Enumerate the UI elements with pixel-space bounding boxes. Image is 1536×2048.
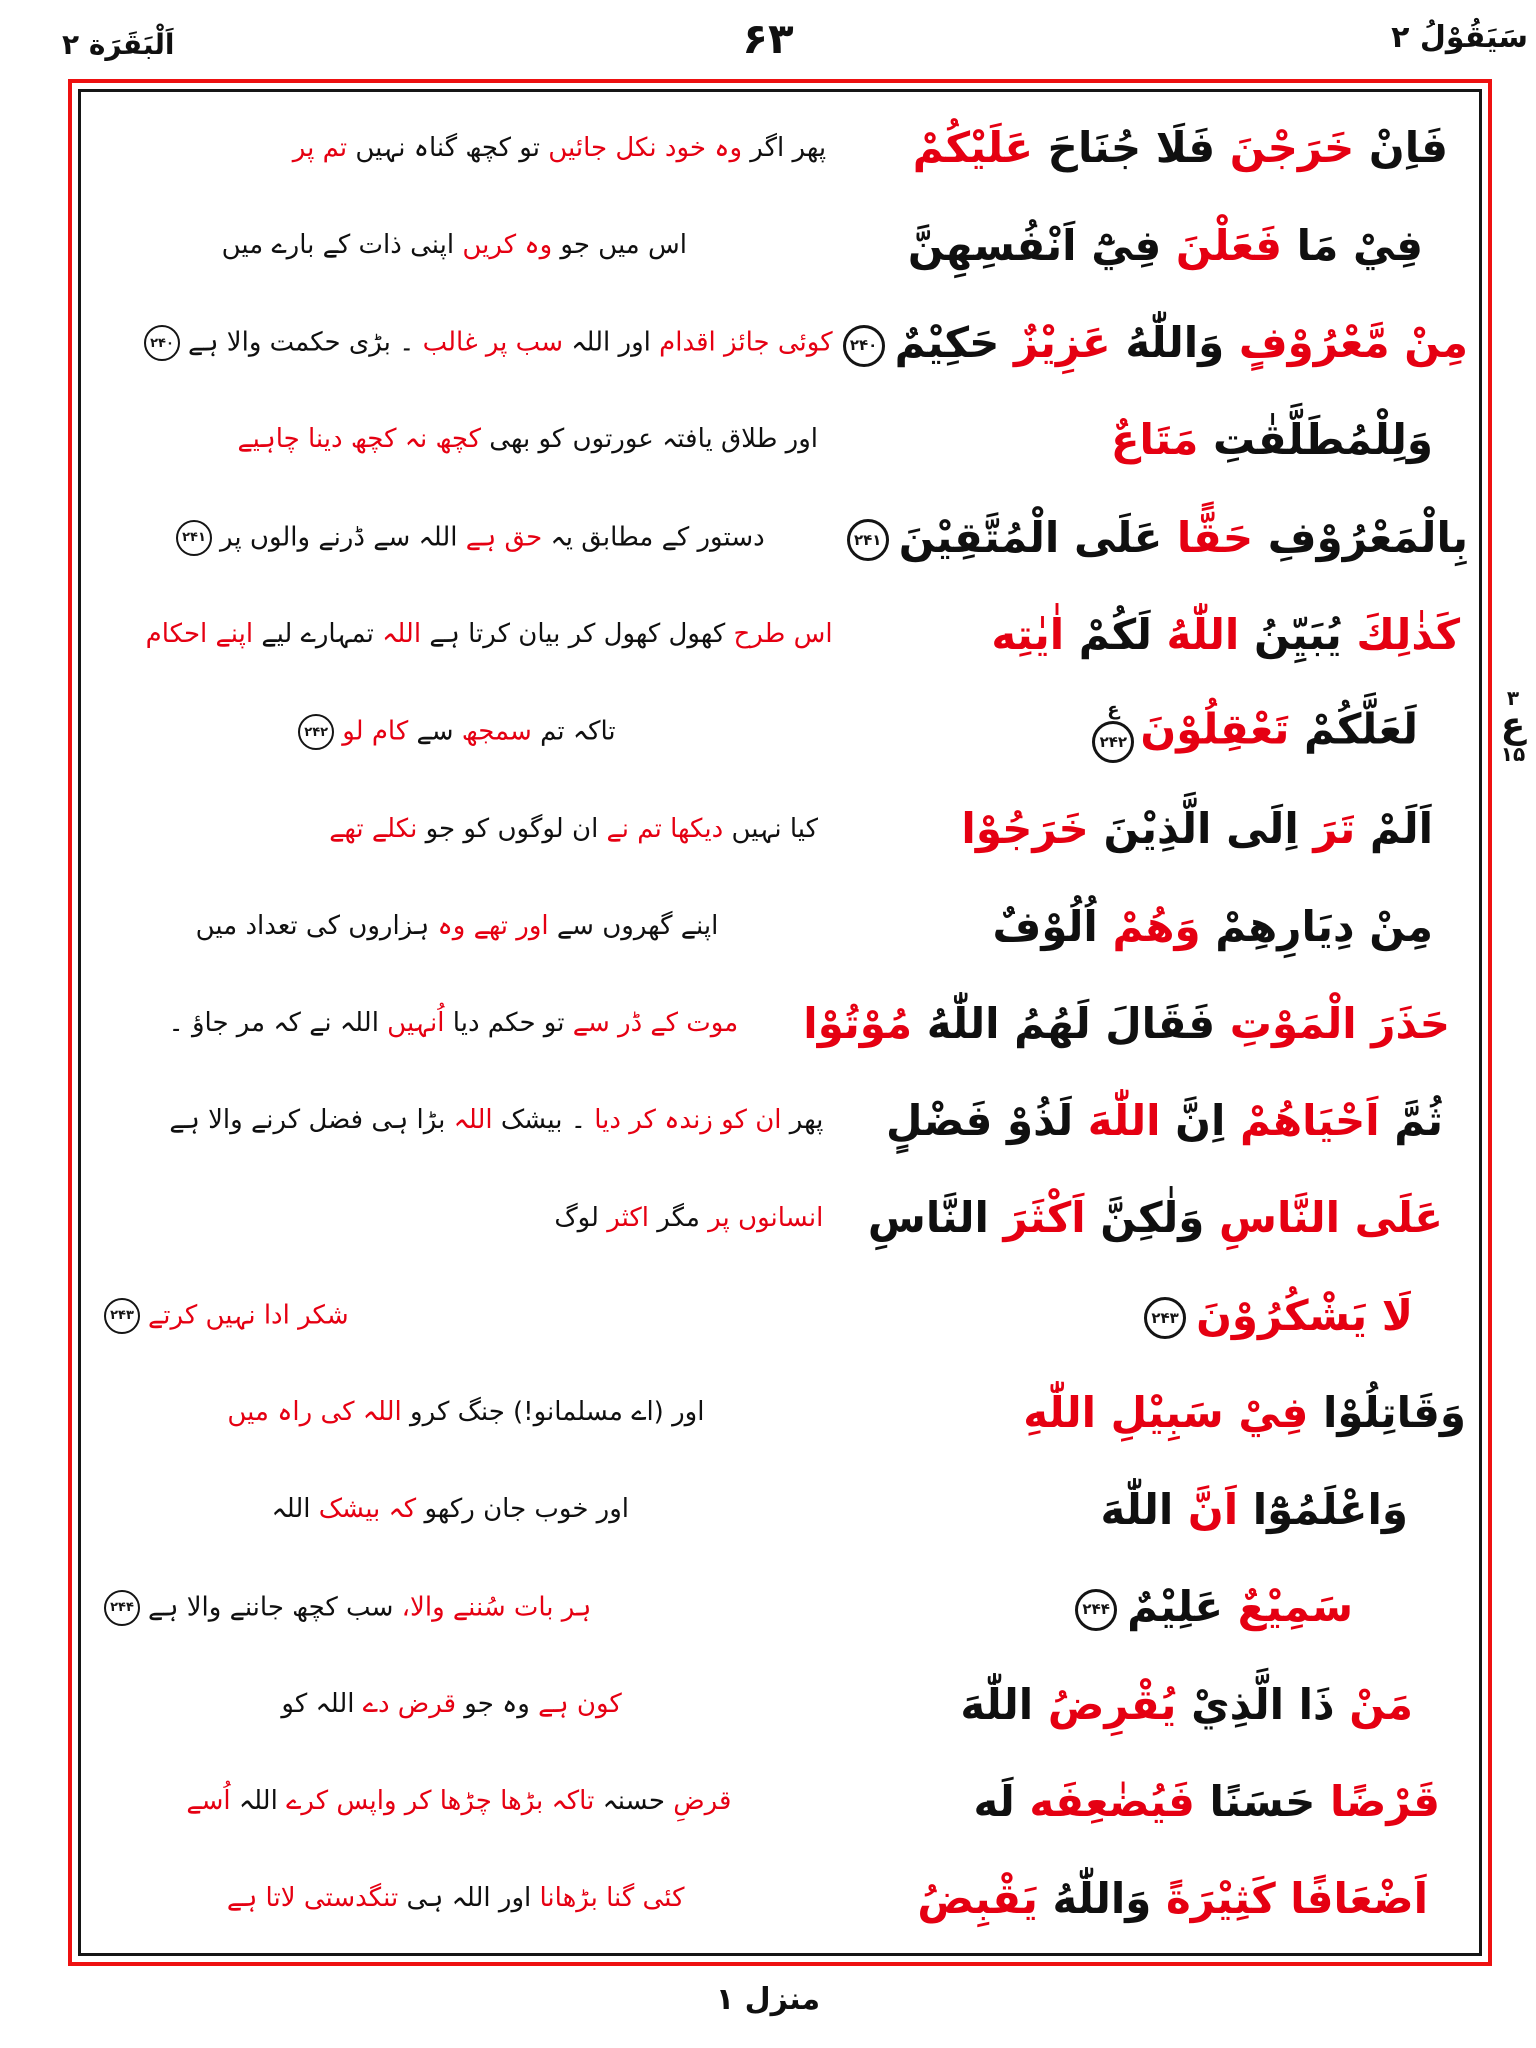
text-segment: حَكِيْمٌ	[894, 318, 1000, 368]
content-rows	[88, 100, 1478, 1948]
text-segment: سمجھ	[453, 716, 532, 747]
text-segment: دیکھا تم نے	[598, 813, 724, 844]
text-segment: وَلٰكِنَّ	[1085, 1193, 1205, 1243]
text-segment: وَاعْلَمُوْٓا	[1238, 1485, 1408, 1535]
urdu-translation-line	[88, 1009, 811, 1039]
quran-row	[88, 781, 1478, 878]
arabic-line	[833, 319, 1478, 367]
text-segment: اللّٰهَ	[1073, 1096, 1161, 1146]
text-segment: مِنْ مَّعْرُوْفٍ	[1224, 318, 1468, 368]
urdu-translation-line	[88, 425, 818, 455]
text-segment: اُنہیں	[378, 1008, 445, 1039]
text-segment: اور اللہ	[563, 327, 651, 358]
verse-number-badge: ۲۴۱	[176, 520, 212, 556]
quran-row	[88, 392, 1478, 489]
text-segment: کوئی جائز اقدام	[650, 327, 833, 358]
text-segment: اللہ	[271, 1494, 311, 1525]
urdu-translation-line	[88, 620, 833, 650]
text-segment: تاکہ بڑھا چڑھا کر واپس کرے	[277, 1786, 595, 1817]
urdu-translation-line	[88, 1204, 823, 1234]
text-segment: ہزاروں کی تعداد میں	[195, 910, 430, 941]
text-segment: اللّٰهَ	[1100, 1485, 1174, 1535]
quran-row	[88, 1559, 1478, 1656]
text-segment: لَعَلَّكُمْ	[1289, 704, 1418, 754]
text-segment: عَلَى النَّاسِ	[1204, 1193, 1443, 1243]
text-segment: قَرْضًا	[1315, 1777, 1440, 1826]
text-segment: لَكُمْ	[1064, 609, 1152, 659]
text-segment: اس طرح	[725, 619, 833, 650]
text-segment: اللہ کی راہ میں	[227, 1397, 402, 1428]
text-segment: مُوْتُوْا	[803, 998, 913, 1048]
verse-number-badge: ۲۴۱	[847, 519, 889, 561]
text-segment: عَلَيْكُمْ	[912, 123, 1034, 173]
ruku-count-bottom: ۱۵	[1500, 742, 1526, 766]
quran-row	[88, 1851, 1478, 1948]
text-segment: کیا نہیں	[723, 813, 818, 844]
quran-row	[88, 684, 1478, 781]
text-segment: شکر ادا نہیں کرتے	[148, 1300, 349, 1331]
text-segment: مگر	[649, 1202, 700, 1233]
text-segment: اللہ	[373, 619, 422, 650]
text-segment: خَرَجْنَ	[1215, 123, 1355, 173]
text-segment: دستور کے مطابق یہ	[542, 522, 765, 553]
arabic-line	[833, 611, 1478, 659]
text-segment: کچھ نہ کچھ دینا چاہیے	[237, 424, 482, 455]
text-segment: حسنہ	[594, 1786, 665, 1817]
text-segment: لَذُوْ فَضْلٍ	[885, 1096, 1074, 1146]
text-segment: عَلِيْمٌ	[1127, 1582, 1224, 1632]
text-segment: تمہارے لیے	[253, 619, 374, 650]
text-segment: لَا يَشْكُرُوْنَ	[1196, 1290, 1413, 1340]
urdu-translation-line	[88, 1690, 807, 1720]
verse-number-badge: ۲۴۰	[843, 325, 885, 367]
text-segment: اکثر	[598, 1202, 650, 1233]
text-segment: لَه	[973, 1777, 1015, 1826]
verse-number-badge: ۲۴۴	[104, 1590, 140, 1626]
quran-row	[88, 197, 1478, 294]
text-segment: كَذٰلِكَ	[1341, 609, 1460, 659]
text-segment: ان لوگوں کو جو	[417, 813, 599, 844]
text-segment: قرضِ	[664, 1786, 732, 1817]
quran-row	[88, 1656, 1478, 1753]
text-segment: اور طلاق یافتہ عورتوں کو بھی	[481, 424, 818, 455]
text-segment: فَلَا جُنَاحَ	[1033, 123, 1216, 173]
arabic-line	[815, 1875, 1478, 1923]
urdu-translation-line	[88, 714, 810, 750]
urdu-translation-line	[88, 1590, 775, 1626]
quran-row	[88, 1462, 1478, 1559]
text-segment: کام لو	[342, 716, 409, 747]
text-segment: مِنْ دِيَارِهِمْ	[1200, 901, 1433, 951]
ruku-count-top: ۳	[1506, 686, 1520, 710]
quran-row	[88, 975, 1478, 1072]
ain-symbol: ع	[1107, 699, 1120, 721]
quran-row	[88, 1754, 1478, 1851]
arabic-line	[818, 805, 1478, 853]
text-segment: وَقَاتِلُوْا	[1308, 1387, 1466, 1437]
urdu-translation-line	[88, 1298, 807, 1334]
text-segment: اور (اے مسلمانو!) جنگ کرو	[401, 1397, 705, 1428]
text-segment: مَنْ	[1334, 1679, 1413, 1729]
text-segment: تاکہ تم	[531, 716, 616, 747]
text-segment: تو کچھ گناہ نہیں	[347, 132, 540, 163]
text-segment: سب کچھ جاننے والا ہے	[148, 1592, 394, 1623]
arabic-line	[775, 1583, 1478, 1631]
urdu-translation-line	[88, 231, 813, 261]
text-segment: اللہ	[445, 1105, 493, 1136]
quran-row	[88, 1170, 1478, 1267]
arabic-line	[822, 1778, 1478, 1826]
urdu-translation-line	[88, 1495, 804, 1525]
text-segment: فَيُضٰعِفَه	[1014, 1777, 1195, 1826]
text-segment: فِيْ سَبِيْلِ اللّٰهِ	[1023, 1387, 1309, 1437]
text-segment: عَلَى الْمُتَّقِيْنَ	[898, 512, 1163, 562]
quran-row	[88, 1267, 1478, 1364]
text-segment: لوگ	[554, 1202, 599, 1233]
quran-row	[88, 295, 1478, 392]
text-segment: اُسے	[186, 1786, 231, 1817]
text-segment: موت کے ڈر سے	[564, 1008, 739, 1039]
text-segment: النَّاسِ	[867, 1193, 989, 1243]
text-segment: اپنی ذات کے بارے میں	[221, 229, 455, 260]
text-segment: نکلے تھے	[329, 813, 418, 844]
quran-row	[88, 1073, 1478, 1170]
text-segment: يُبَيِّنُ	[1239, 609, 1342, 659]
arabic-line	[837, 514, 1478, 562]
text-segment: اِنَّ	[1160, 1096, 1226, 1146]
verse-number-badge: ۲۴۰	[144, 325, 180, 361]
arabic-line	[813, 222, 1478, 270]
text-segment: اپنے احکام	[145, 619, 254, 650]
text-segment: ۔ بڑی حکمت والا ہے	[188, 327, 415, 358]
arabic-line	[810, 701, 1478, 763]
text-segment: اَكْثَرَ	[988, 1193, 1086, 1243]
arabic-line	[836, 1389, 1478, 1437]
arabic-line	[823, 1194, 1478, 1242]
text-segment: وہ جو	[456, 1688, 530, 1719]
header-juz-name: سَيَقُوْلُ ۲	[1391, 20, 1528, 55]
text-segment: پھر	[781, 1105, 824, 1136]
arabic-line	[807, 1292, 1478, 1340]
urdu-translation-line	[88, 1106, 823, 1136]
text-segment: اور خوب جان رکھو	[416, 1494, 629, 1525]
text-segment: عَزِيْزٌ	[999, 318, 1111, 368]
text-segment: سب پر غالب	[414, 327, 563, 358]
text-segment: وَاللّٰهُ	[1037, 1874, 1152, 1924]
verse-number-badge: ۲۴۲	[1092, 721, 1134, 763]
text-segment: حَقًّا	[1162, 512, 1254, 562]
text-segment: اَضْعَافًا كَثِيْرَةً	[1151, 1874, 1428, 1924]
text-segment: تم پر	[292, 132, 348, 163]
text-segment: ثُمَّ	[1379, 1096, 1443, 1146]
verse-number-badge: ۲۴۳	[1144, 1297, 1186, 1339]
text-segment: بڑا ہی فضل کرنے والا ہے	[169, 1105, 446, 1136]
text-segment: حق ہے	[457, 522, 543, 553]
text-segment: انسانوں پر	[699, 1202, 824, 1233]
text-segment: وَاللّٰهُ	[1110, 318, 1225, 368]
urdu-translation-line	[88, 912, 818, 942]
urdu-translation-line	[88, 520, 837, 556]
urdu-translation-line	[88, 815, 818, 845]
text-segment: يَقْبِضُ	[917, 1874, 1038, 1924]
text-segment: بِالْمَعْرُوْفِ	[1253, 512, 1468, 562]
arabic-line	[804, 1486, 1478, 1534]
arabic-line	[818, 903, 1478, 951]
text-segment: ذَا الَّذِيْ	[1176, 1679, 1335, 1729]
arabic-line	[803, 998, 1478, 1048]
urdu-translation-line	[88, 1884, 815, 1914]
text-segment: اور تھے وہ	[429, 910, 549, 941]
text-segment: يُقْرِضُ	[1033, 1679, 1177, 1729]
text-segment: تَعْقِلُوْنَ	[1140, 704, 1290, 754]
text-segment: اَنَّ	[1173, 1485, 1239, 1535]
text-segment: اَلَمْ	[1355, 804, 1433, 854]
text-segment: ان کو زندہ کر دیا	[585, 1105, 782, 1136]
text-segment: اللہ سے ڈرنے والوں پر	[220, 522, 458, 553]
verse-number-badge: ۲۴۴	[1075, 1589, 1117, 1631]
quran-row	[88, 1364, 1478, 1461]
text-segment: اس میں جو	[552, 229, 687, 260]
urdu-translation-line	[88, 1398, 836, 1428]
arabic-line	[818, 416, 1478, 464]
text-segment: اُلُوْفٌ	[992, 901, 1098, 951]
text-segment: اپنے گھروں سے	[548, 910, 719, 941]
text-segment: اللّٰهُ	[1151, 609, 1240, 659]
text-segment: اَحْيَاهُمْ	[1225, 1096, 1380, 1146]
text-segment: پھر اگر	[742, 132, 827, 163]
text-segment: کہ بیشک	[310, 1494, 417, 1525]
quran-row	[88, 489, 1478, 586]
text-segment: فِيْٓ اَنْفُسِهِنَّ	[907, 220, 1162, 270]
text-segment: فَاِنْ	[1354, 123, 1448, 173]
text-segment: کئی گنا بڑھانا	[531, 1883, 685, 1914]
text-segment: فَعَلْنَ	[1161, 220, 1282, 270]
verse-number-badge: ۲۴۲	[298, 714, 334, 750]
text-segment: وَلِلْمُطَلَّقٰتِ	[1198, 415, 1433, 465]
text-segment: اللہ نے کہ مر جاؤ ۔	[168, 1008, 379, 1039]
text-segment: حَذَرَ الْمَوْتِ	[1215, 998, 1450, 1048]
text-segment: اللہ	[230, 1786, 278, 1817]
text-segment: قرض دے	[354, 1688, 457, 1719]
text-segment: فَقَالَ لَهُمُ اللّٰهُ	[912, 998, 1216, 1048]
text-segment: اور اللہ ہی	[398, 1883, 532, 1914]
text-segment: سَمِيْعٌ	[1223, 1582, 1353, 1632]
arabic-line	[823, 1097, 1478, 1145]
footer-manzil-label: منزل ۱	[715, 1982, 821, 2017]
urdu-translation-line	[88, 325, 833, 361]
text-segment: خَرَجُوْا	[961, 804, 1089, 854]
ruku-marker	[1092, 701, 1134, 763]
text-segment: حَسَنًا	[1194, 1777, 1316, 1826]
header-page-number: ۶۳	[742, 14, 794, 63]
text-segment: تنگدستی لاتا ہے	[226, 1883, 399, 1914]
text-segment: اٰيٰتِه	[991, 609, 1065, 659]
text-segment: ہر بات سُننے والا،	[393, 1592, 592, 1623]
quran-row	[88, 100, 1478, 197]
ain-symbol: ع	[1500, 705, 1526, 746]
header-surah-name: اَلْبَقَرَة ۲	[62, 28, 175, 61]
urdu-translation-line	[88, 1787, 822, 1817]
text-segment: تَرَ	[1298, 804, 1356, 854]
text-segment: اللّٰهَ	[960, 1679, 1034, 1729]
text-segment: مَتَاعٌ	[1110, 415, 1199, 465]
text-segment: کون ہے	[529, 1688, 622, 1719]
verse-number-badge: ۲۴۳	[104, 1298, 140, 1334]
arabic-line	[807, 1681, 1478, 1729]
text-segment: وہ کریں	[454, 229, 553, 260]
quran-row	[88, 586, 1478, 683]
margin-ruku-marker	[1492, 688, 1534, 764]
urdu-translation-line	[88, 134, 826, 164]
text-segment: وہ خود نکل جائیں	[539, 132, 743, 163]
quran-row	[88, 878, 1478, 975]
text-segment: تو حکم دیا	[444, 1008, 565, 1039]
text-segment: ۔ بیشک	[492, 1105, 586, 1136]
text-segment: اِلَى الَّذِيْنَ	[1088, 804, 1299, 854]
text-segment: سے	[408, 716, 454, 747]
arabic-line	[826, 124, 1478, 172]
text-segment: وَهُمْ	[1097, 901, 1201, 951]
text-segment: اللہ کو	[281, 1688, 355, 1719]
text-segment: فِيْ مَا	[1281, 220, 1423, 270]
text-segment: کھول کھول کر بیان کرتا ہے	[421, 619, 726, 650]
